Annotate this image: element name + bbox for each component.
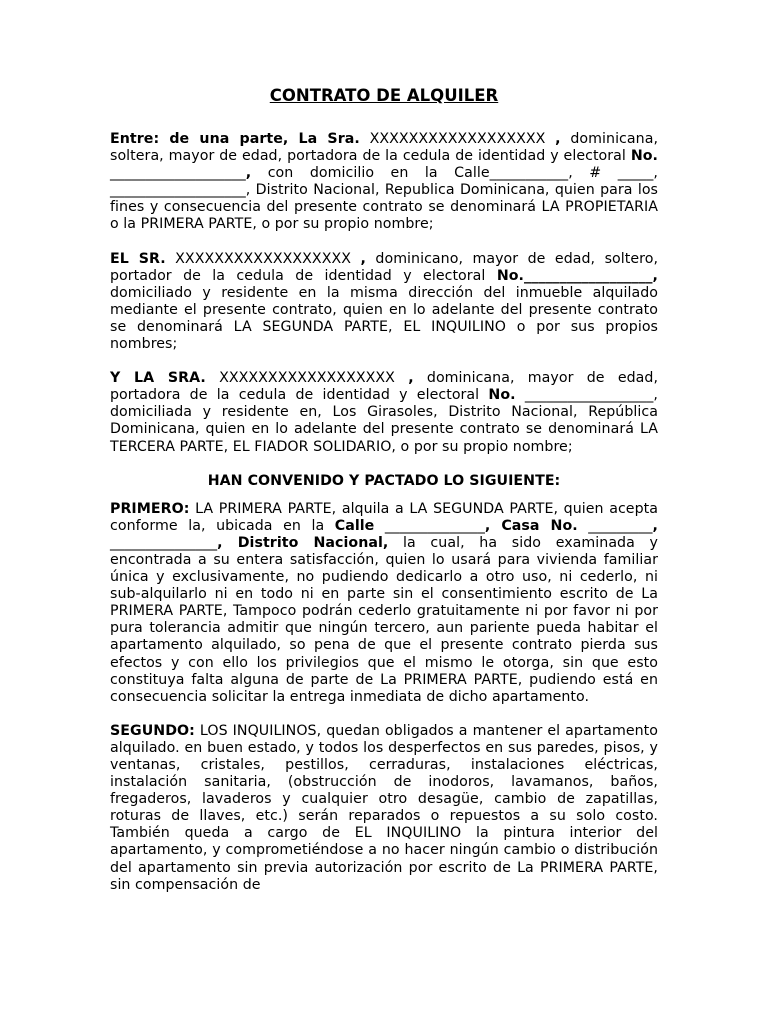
paragraph-guarantor [110, 370, 658, 455]
primero-comma: , [652, 517, 658, 534]
segundo-text: LOS INQUILINOS, quedan obligados a mantener el apartamento alquilado. en buen estado, y todos los desperfectos en sus paredes, pisos, y ventanas, cristales, pestillos, cerraduras, instalaciones eléctricas, instalación sanitaria, (obstrucción de inodoros, lavamanos, baños, fregaderos, lavaderos y cualquier otro desagüe, cambio de zapatillas, roturas de llaves, etc.) serán reparados o repuestos a su solo costo. También queda a cargo de EL INQUILINO la pintura interior del apartamento, y comprometiéndose a no hacer ningún cambio o distribución del apartamento sin previa autorización por escrito de La PRIMERA PARTE, sin compensación de [110, 722, 658, 893]
paragraph-landlord [110, 131, 658, 234]
primero-casa: , Casa No. [484, 517, 578, 534]
clause-primero [110, 501, 658, 706]
primero-text: LA PRIMERA PARTE, alquila a LA SEGUNDA PARTE, quien acepta conforme la, ubicada en la [110, 500, 658, 534]
p3-name: XXXXXXXXXXXXXXXXXX [205, 370, 409, 387]
clause-segundo [110, 723, 658, 894]
document-title: CONTRATO DE ALQUILER [269, 86, 499, 105]
agreement-heading: HAN CONVENIDO Y PACTADO LO SIGUIENTE: [207, 472, 561, 489]
p2-lead: EL SR. [110, 250, 166, 267]
p1-name: XXXXXXXXXXXXXXXXXX [359, 131, 556, 147]
p2-name: XXXXXXXXXXXXXXXXXX [165, 250, 361, 267]
p2-text: dominicano, mayor de edad, soltero, portador de la cedula de identidad y electoral [110, 250, 659, 284]
primero-calle: Calle [334, 517, 375, 534]
document-body [110, 131, 658, 911]
p3-rest: __________________, domiciliada y residente en, Los Girasoles, Distrito Nacional, República Dominicana, quien en lo adelante del presente contrato se denominará LA TERCERA PARTE, EL FIADOR SOLIDARIO, o por su propio nombre; [110, 387, 658, 455]
primero-blank1: ______________ [374, 517, 485, 534]
p1-blank: ___________________ [110, 165, 246, 182]
segundo-lead: SEGUNDO: [110, 722, 195, 739]
p2-comma: , [360, 250, 366, 267]
p1-lead: Entre: de una parte, La Sra. [110, 131, 360, 147]
p3-comma: , [408, 370, 414, 387]
p2-no: No.__________________, [496, 267, 658, 284]
primero-lead: PRIMERO: [110, 500, 190, 517]
p1-text: dominicana, soltera, mayor de edad, portadora de la cedula de identidad y electoral [110, 131, 659, 165]
p3-text: dominicana, mayor de edad, portadora de la cedula de identidad y electoral [110, 370, 659, 404]
p3-lead: Y LA SRA. [110, 370, 206, 387]
primero-blank2: _________ [577, 517, 653, 534]
p3-no: No. [488, 387, 516, 404]
p1-comma2: , [245, 165, 252, 182]
primero-distrito: , Distrito Nacional, [217, 534, 389, 551]
primero-blank3: _______________ [110, 534, 218, 551]
primero-rest: la cual, ha sido examinada y encontrada a su entera satisfacción, quien lo usará para vivienda familiar única y exclusivamente, no pudiendo dedicarlo a otro uso, ni cederlo, ni sub-alquilarlo ni en todo ni en parte sin el consentimiento escrito de La PRIMERA PARTE, Tampoco podrán cederlo gratuitamente ni por favor ni por pura tolerancia admitir que ningún tercero, aun pariente pueda habitar el apartamento alquilado, so pena de que el presente contrato pierda sus efectos y con ello los privilegios que el mismo le otorga, sin que esto constituya falta alguna de parte de La PRIMERA PARTE, pudiendo está en consecuencia solicitar la entrega inmediata de dicho apartamento. [110, 534, 658, 705]
p1-no: No. [630, 148, 658, 165]
paragraph-tenant [110, 251, 658, 354]
p1-comma: , [555, 131, 561, 147]
p1-rest: con domicilio en la Calle___________, # _____, ___________________, Distrito Nacional, Republica Dominicana, quien para los fines y consecuencia del presente contrato se denominará LA PROPIETARIA o la PRIMERA PARTE, o por su propio nombre; [110, 165, 658, 233]
p2-rest: domiciliado y residente en la misma dirección del inmueble alquilado mediante el presente contrato, quien en lo adelante del presente contrato se denominará LA SEGUNDA PARTE, EL INQUILINO o por sus propios nombres; [110, 284, 658, 353]
